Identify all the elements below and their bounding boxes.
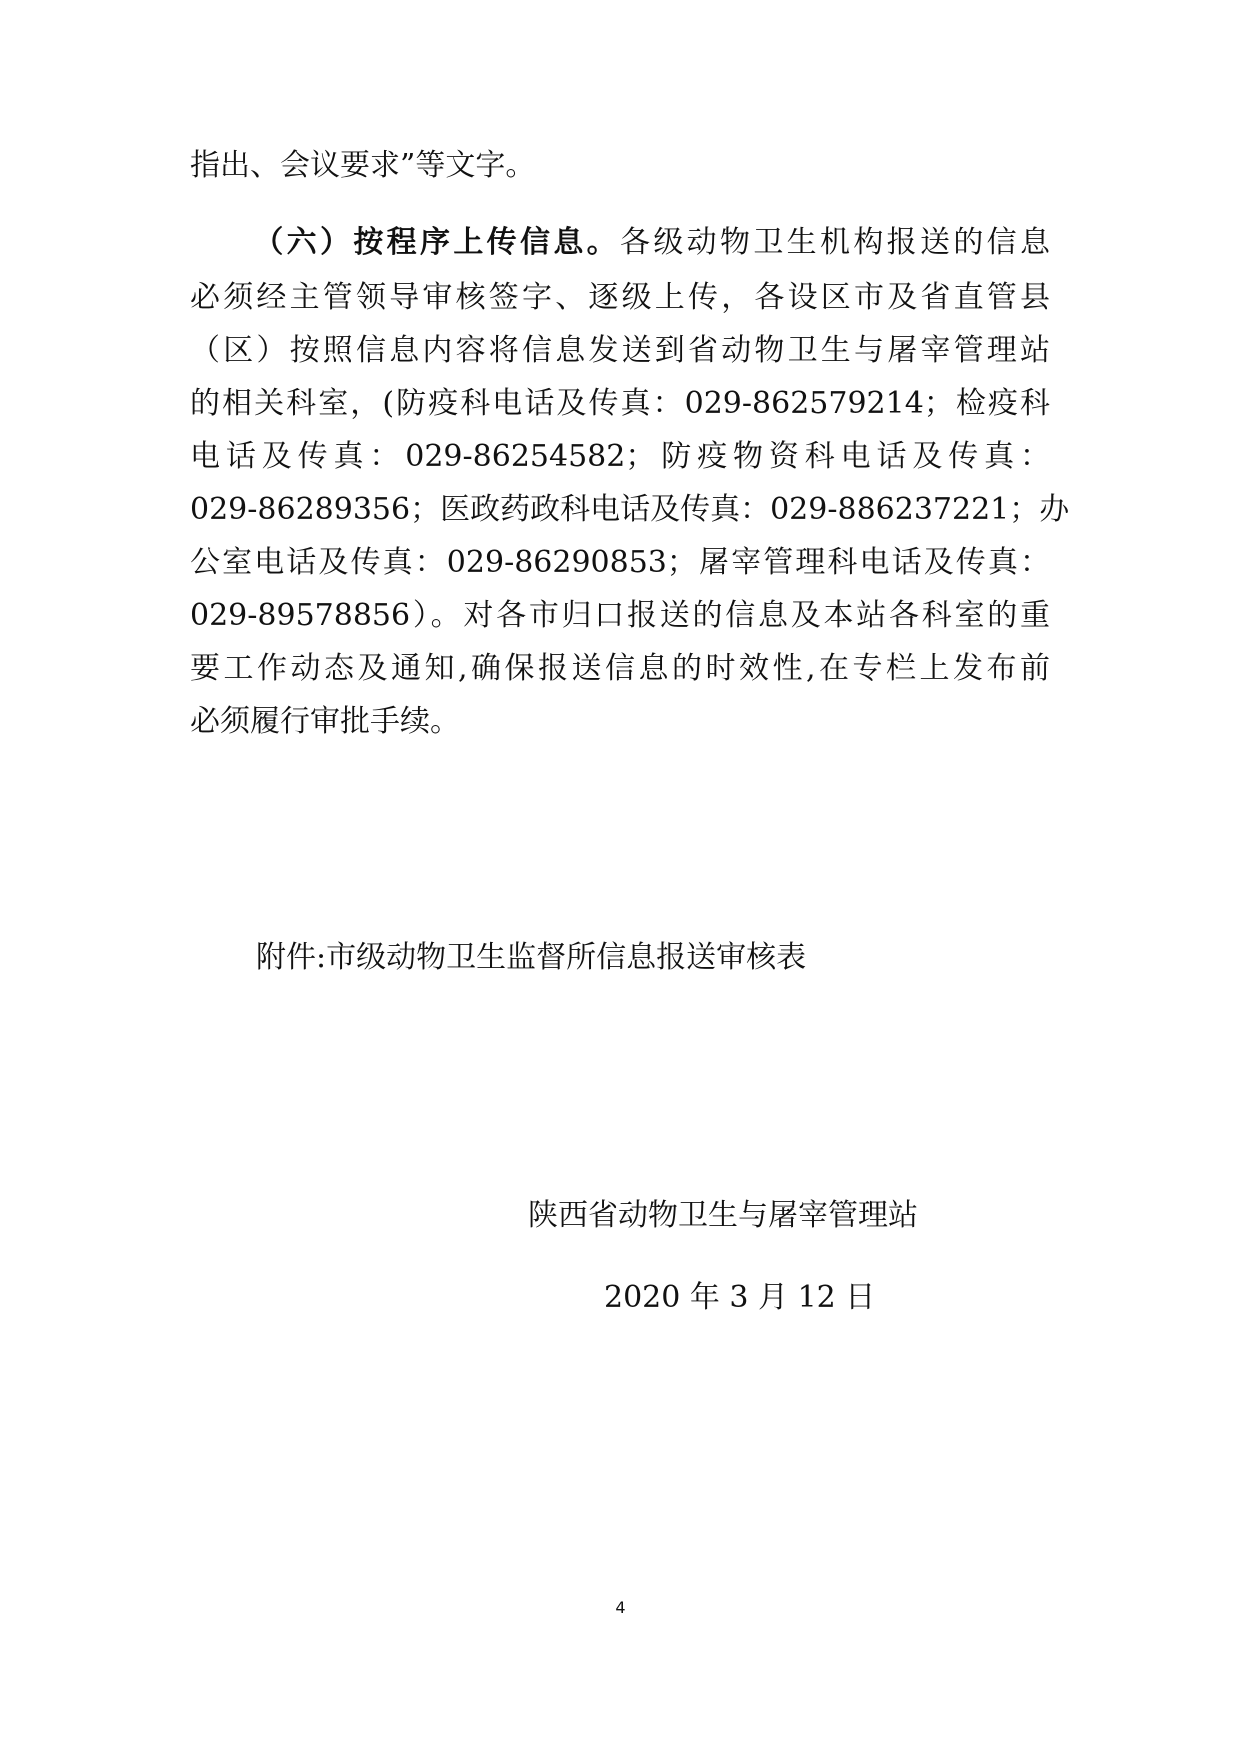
attachment-note: 附件:市级动物卫生监督所信息报送审核表 [256,940,807,975]
section6-line-3: （区）按照信息内容将信息发送到省动物卫生与屠宰管理站 [190,333,1050,368]
section6-heading: （六）按程序上传信息。 [250,225,620,260]
section6-line-10: 必须履行审批手续。 [190,704,460,739]
section6-line1-text: 各级动物卫生机构报送的信息 [620,225,1050,260]
section6-line-8: 029-89578856）。对各市归口报送的信息及本站各科室的重 [190,598,1050,633]
section6-line-7: 公室电话及传真：029-86290853；屠宰管理科电话及传真： [190,545,1050,580]
section6-line-2: 必须经主管领导审核签字、逐级上传，各设区市及省直管县 [190,280,1050,315]
section6-line-9: 要工作动态及通知,确保报送信息的时效性,在专栏上发布前 [190,651,1050,686]
section6-line-5: 电话及传真：029-86254582；防疫物资科电话及传真： [190,439,1050,474]
section6-line-4: 的相关科室，(防疫科电话及传真：029-862579214；检疫科 [190,386,1050,421]
section6-first-line [190,223,1050,263]
section6-line-6: 029-86289356；医政药政科电话及传真：029-886237221；办 [190,492,1070,527]
body-line-carryover: 指出、会议要求”等文字。 [190,148,536,183]
signature-organization: 陕西省动物卫生与屠宰管理站 [528,1198,918,1233]
signature-date: 2020 年 3 月 12 日 [604,1280,876,1315]
page-number: 4 [615,1598,626,1617]
